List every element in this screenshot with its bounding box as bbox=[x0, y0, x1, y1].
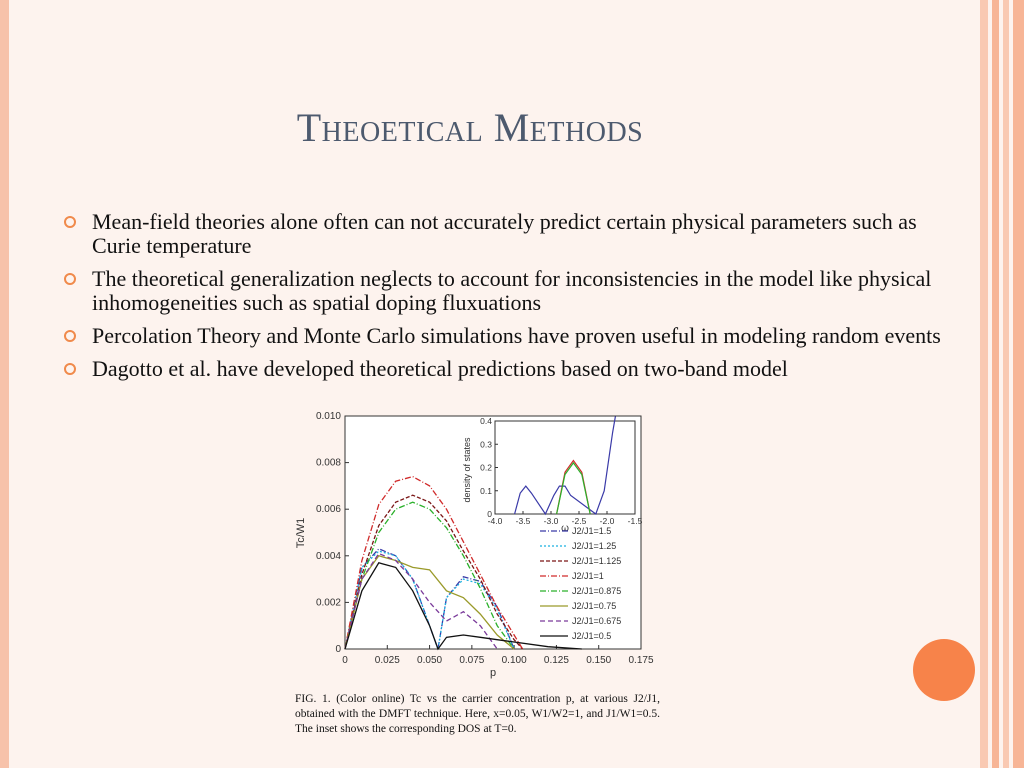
x-tick-label: 0.175 bbox=[628, 655, 654, 666]
legend-label: J2/J1=0.875 bbox=[572, 586, 622, 596]
bullet-item bbox=[62, 324, 962, 348]
bullet-item bbox=[62, 267, 962, 315]
legend-label: J2/J1=1.5 bbox=[572, 526, 612, 536]
inset-x-tick-label: -4.0 bbox=[487, 516, 503, 526]
inset-x-tick-label: -3.0 bbox=[543, 516, 559, 526]
bullet-circle-icon bbox=[64, 216, 76, 228]
y-tick-label: 0.002 bbox=[315, 597, 341, 609]
inset-y-axis-label: density of states bbox=[462, 437, 472, 503]
bullet-circle-icon bbox=[64, 363, 76, 375]
x-tick-label: 0.025 bbox=[374, 655, 400, 666]
legend-label: J2/J1=1.25 bbox=[572, 541, 617, 551]
x-tick-label: 0.075 bbox=[459, 655, 485, 666]
slide-title: Theoetical Methods bbox=[296, 105, 644, 150]
y-tick-label: 0.008 bbox=[315, 457, 341, 469]
inset-y-tick-label: 0.3 bbox=[480, 439, 492, 450]
bullet-item bbox=[62, 210, 962, 258]
x-tick-label: 0.125 bbox=[543, 655, 569, 666]
x-tick-label: 0.050 bbox=[417, 655, 443, 666]
inset-x-tick-label: -1.5 bbox=[627, 516, 643, 526]
inset-x-tick-label: -2.5 bbox=[571, 516, 587, 526]
legend-label: J2/J1=1 bbox=[572, 571, 604, 581]
bullet-circle-icon bbox=[64, 330, 76, 342]
y-tick-label: 0.006 bbox=[315, 504, 341, 516]
y-tick-label: 0.010 bbox=[315, 411, 341, 422]
right-stripes bbox=[980, 0, 1024, 768]
inset-y-tick-label: 0.1 bbox=[480, 485, 492, 496]
inset-x-axis-label: ω bbox=[561, 523, 569, 534]
bullet-text: Dagotto et al. have developed theoretical predictions based on two-band model bbox=[92, 356, 788, 381]
legend-label: J2/J1=1.125 bbox=[572, 556, 622, 566]
inset-y-tick-label: 0 bbox=[487, 509, 492, 519]
inset-x-tick-label: -3.5 bbox=[515, 516, 531, 526]
x-tick-label: 0.150 bbox=[586, 655, 612, 666]
bullet-text: Percolation Theory and Monte Carlo simulations have proven useful in modeling random events bbox=[92, 323, 941, 348]
inset-y-tick-label: 0.2 bbox=[480, 462, 492, 473]
bullet-text: The theoretical generalization neglects to account for inconsistencies in the model like physical inhomogeneities such as spatial doping fluxuations bbox=[92, 266, 932, 315]
bullet-item bbox=[62, 357, 962, 381]
bullet-list bbox=[62, 210, 962, 390]
x-tick-label: 0 bbox=[342, 655, 348, 666]
legend-label: J2/J1=0.675 bbox=[572, 616, 622, 626]
decorative-circle bbox=[913, 639, 975, 701]
y-tick-label: 0 bbox=[335, 644, 341, 655]
bullet-text: Mean-field theories alone often can not accurately predict certain physical parameters such as Curie temperature bbox=[92, 209, 917, 258]
y-axis-label: Tc/W1 bbox=[295, 517, 307, 549]
legend-label: J2/J1=0.5 bbox=[572, 631, 612, 641]
inset-x-tick-label: -2.0 bbox=[599, 516, 615, 526]
bullet-circle-icon bbox=[64, 273, 76, 285]
x-axis-label: p bbox=[489, 667, 497, 679]
caption-label: FIG. 1. bbox=[295, 693, 331, 705]
inset-y-tick-label: 0.4 bbox=[480, 416, 492, 426]
x-tick-label: 0.100 bbox=[501, 655, 527, 666]
tc-chart bbox=[290, 408, 670, 693]
figure-caption bbox=[295, 692, 660, 737]
figure bbox=[290, 408, 670, 768]
y-tick-label: 0.004 bbox=[315, 550, 341, 562]
caption-text: (Color online) Tc vs the carrier concentration p, at various J2/J1, obtained with the DMFT technique. Here, x=0.05, W1/W2=1, and J1/W1=0.5. The inset shows the corresponding DOS at T=0. bbox=[295, 693, 660, 735]
legend-label: J2/J1=0.75 bbox=[572, 601, 617, 611]
